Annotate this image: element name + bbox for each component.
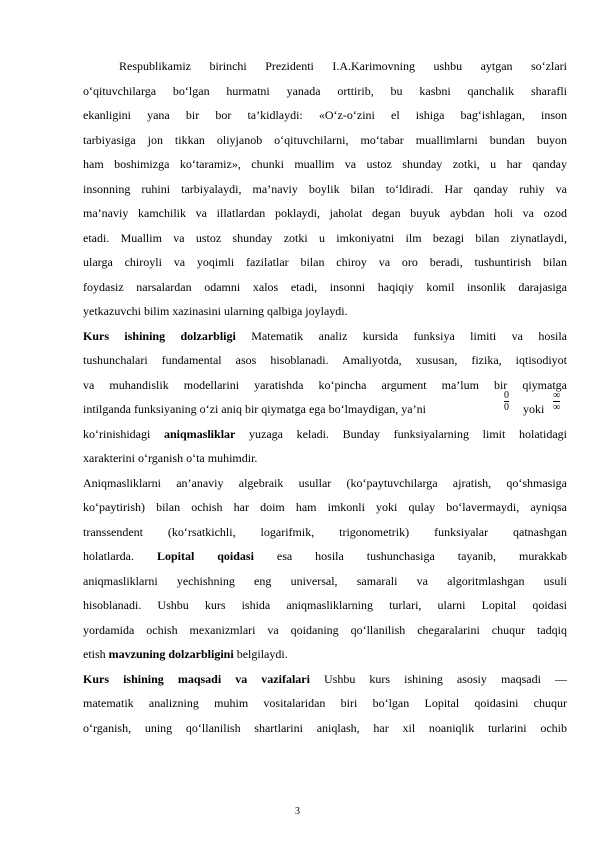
intro-paragraph <box>83 54 567 324</box>
text-line: xarakterini o‘rganish o‘ta muhimdir. <box>83 451 258 465</box>
text-line: yordamida ochish mexanizmlari va qoidaning qo‘llanilish chegaralarini chuqur tadqiq <box>83 622 567 637</box>
text-line: hisoblanadi. Ushbu kurs ishida aniqmasliklarning turlari, ularni Lopital qoidasi <box>83 598 567 612</box>
text-line: o‘qituvchilarga bo‘lgan hurmatni yanada orttirib, bu kasbni qanchalik sharafli <box>83 83 567 98</box>
text-line: o‘rganish, uning qo‘llanilish shartlarini aniqlash, har xil noaniqlik turlarini ochib <box>83 720 567 735</box>
text-line: matematik analizning muhim vositalaridan biri bo‘lgan Lopital qoidasini chuqur <box>83 696 567 710</box>
text-line: tushunchalari fundamental asos hisoblanadi. Amaliyotda, xususan, fizika, iqtisodiyot <box>83 353 567 367</box>
text-line: ma’naviy kamchilik va illatlardan poklaydi, jaholat degan buyuk aybdan holi va ozod <box>83 206 567 220</box>
text-line: yetkazuvchi bilim xazinasini ularning qalbiga joylaydi. <box>83 304 348 318</box>
term-lopital-qoidasi: Lopital qoidasi <box>156 549 254 563</box>
page-number: 3 <box>295 806 300 817</box>
document-body <box>83 54 567 740</box>
text-yoki: yoki <box>523 402 545 416</box>
text-line: holatlarda. Lopital qoidasi esa hosila tushunchasiga tayanib, murakkab <box>83 549 568 563</box>
fraction-zero-over-zero: 0 0 <box>504 390 509 413</box>
text-line: Aniqmasliklarni an’anaviy algebraik usullar (ko‘paytuvchilarga ajratish, qo‘shmasiga <box>83 475 567 490</box>
text-line: Kurs ishining dolzarbligi Matematik analiz kursida funksiya limiti va hosila <box>83 328 567 343</box>
text-line: ko‘rinishidagi aniqmasliklar yuzaga keladi. Bunday funksiyalarning limit holatidagi <box>83 426 567 441</box>
fraction-infinity-over-infinity: ∞ ∞ <box>553 390 561 413</box>
section-heading-goals: Kurs ishining maqsadi va vazifalari <box>83 671 310 686</box>
text-line: etadi. Muallim va ustoz shunday zotki u imkoniyatni ilm bezagi bilan ziynatlaydi, <box>83 230 567 245</box>
text-line: ularga chiroyli va yoqimli fazilatlar bilan chiroy va oro beradi, tushuntirish bilan <box>83 255 567 269</box>
relevance-paragraph <box>83 324 567 471</box>
text-line: Kurs ishining maqsadi va vazifalari Ushbu kurs ishining asosiy maqsadi — <box>83 671 567 686</box>
text-line: aniqmasliklarni yechishning eng universal, samarali va algoritmlashgan usuli <box>83 573 567 588</box>
text-line: ham boshimizga ko‘taramiz», chunki muallim va ustoz shunday zotki, u har qanday <box>83 157 567 171</box>
text-line: ekanligini yana bir bor ta’kidlaydi: «O‘z-o‘zini el ishiga bag‘ishlagan, inson <box>83 108 567 122</box>
text-line: transsendent (ko‘rsatkichli, logarifmik, trigonometrik) funksiyalar qatnashgan <box>83 524 567 539</box>
text-line: Respublikamiz birinchi Prezidenti I.A.Karimovning ushbu aytgan so‘zlari <box>119 59 567 73</box>
text-line: insonning ruhini tarbiyalaydi, ma’naviy boylik bilan to‘ldiradi. Har qanday ruhiy va <box>83 181 567 196</box>
method-paragraph <box>83 471 567 667</box>
goals-paragraph <box>83 667 567 741</box>
text-line: intilganda funksiyaning o‘zi aniq bir qiymatga ega bo‘lmaydigan, ya’ni 0 0 yoki ∞ ∞ <box>83 397 567 422</box>
text-line: ko‘paytirish) bilan ochish har doim ham imkonli yoki qulay bo‘lavermaydi, ayniqsa <box>83 500 567 514</box>
text-line: foydasiz narsalardan odamni xalos etadi, insonni haqiqiy komil insonlik darajasiga <box>83 279 567 294</box>
text-line: etish mavzuning dolzarbligini belgilaydi. <box>83 647 288 661</box>
term-mavzuning-dolzarbligini: mavzuning dolzarbligini <box>108 647 234 661</box>
text-line: tarbiyasiga jon tikkan oliyjanob o‘qituvchilarni, mo‘tabar muallimlarni bundan buyon <box>83 132 567 147</box>
term-aniqmasliklar: aniqmasliklar <box>164 426 236 441</box>
text-line: va muhandislik modellarini yaratishda ko‘pincha argument ma’lum bir qiymatga <box>83 377 567 392</box>
section-heading-relevance: Kurs ishining dolzarbligi <box>83 328 236 343</box>
